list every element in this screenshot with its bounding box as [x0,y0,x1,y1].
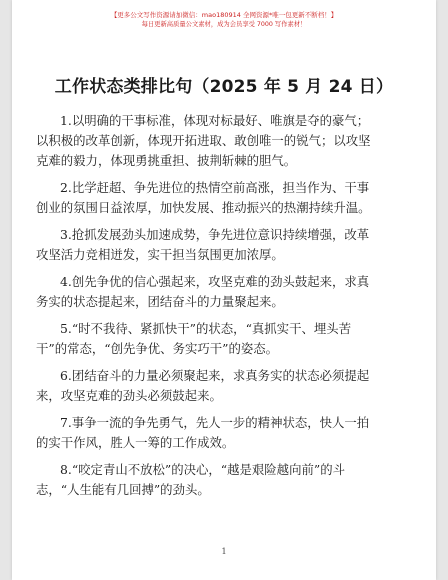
paragraph-line: 来，攻坚克难的劲头必须鼓起来。 [36,388,222,403]
paragraph-line: 3.抢抓发展劲头加速成势，争先进位意识持续增强，改革 [60,227,370,242]
paragraph-line: 攻坚活力竞相迸发，实干担当氛围更加浓厚。 [36,247,284,262]
promo-banner-line-1: 【更多公文写作资源请加微信：mao180914 全网资源*唯一包更新不断档！】 [110,11,338,19]
document-title: 工作状态类排比句（2025 年 5 月 24 日） [54,77,394,97]
paragraph-6 [36,366,412,406]
paragraph-line: 5.“时不我待、紧抓快干”的状态，“真抓实干、埋头苦 [60,321,352,336]
paragraph-line: 2.比学赶超、争先进位的热情空前高涨，担当作为、干事 [60,180,370,195]
paragraph-5 [36,319,412,359]
paragraph-line: 志，“人生能有几回搏”的劲头。 [36,482,210,497]
paragraph-4 [36,272,412,312]
page-number: 1 [221,547,227,556]
paragraph-line: 1.以明确的干事标准，体现对标最好、唯旗是夺的豪气； [60,113,370,128]
paragraph-line: 干”的常态，“创先争优、务实巧干”的姿态。 [36,341,279,356]
paragraph-line: 的实干作风，胜人一筹的工作成效。 [36,435,235,450]
paragraph-line: 7.事争一流的争先勇气，先人一步的精神状态，快人一拍 [60,415,370,430]
paragraph-line: 8.“咬定青山不放松”的决心，“越是艰险越向前”的斗 [60,462,345,477]
paragraph-line: 创业的氛围日益浓厚，加快发展、推动振兴的热潮持续升温。 [36,200,371,215]
paragraph-8 [36,460,412,500]
paragraph-1 [36,111,412,171]
paragraph-2 [36,178,412,218]
paragraph-line: 务实的状态提起来，团结奋斗的力量聚起来。 [36,294,284,309]
paragraph-line: 克难的毅力，体现勇挑重担、披荆斩棘的胆气。 [36,153,297,168]
promo-banner-line-2: 每日更新高质量公文素材，成为会员享受 7000 写作素材！ [141,21,307,28]
paragraph-line: 4.创先争优的信心强起来，攻坚克难的劲头鼓起来，求真 [60,274,370,289]
document-body [36,111,412,507]
paragraph-line: 6.团结奋斗的力量必须聚起来，求真务实的状态必须提起 [60,368,370,383]
paragraph-line: 以积极的改革创新，体现开拓进取、敢创唯一的锐气；以攻坚 [36,133,371,148]
promo-banner [12,11,436,29]
paragraph-3 [36,225,412,265]
paragraph-7 [36,413,412,453]
document-page [12,0,436,580]
